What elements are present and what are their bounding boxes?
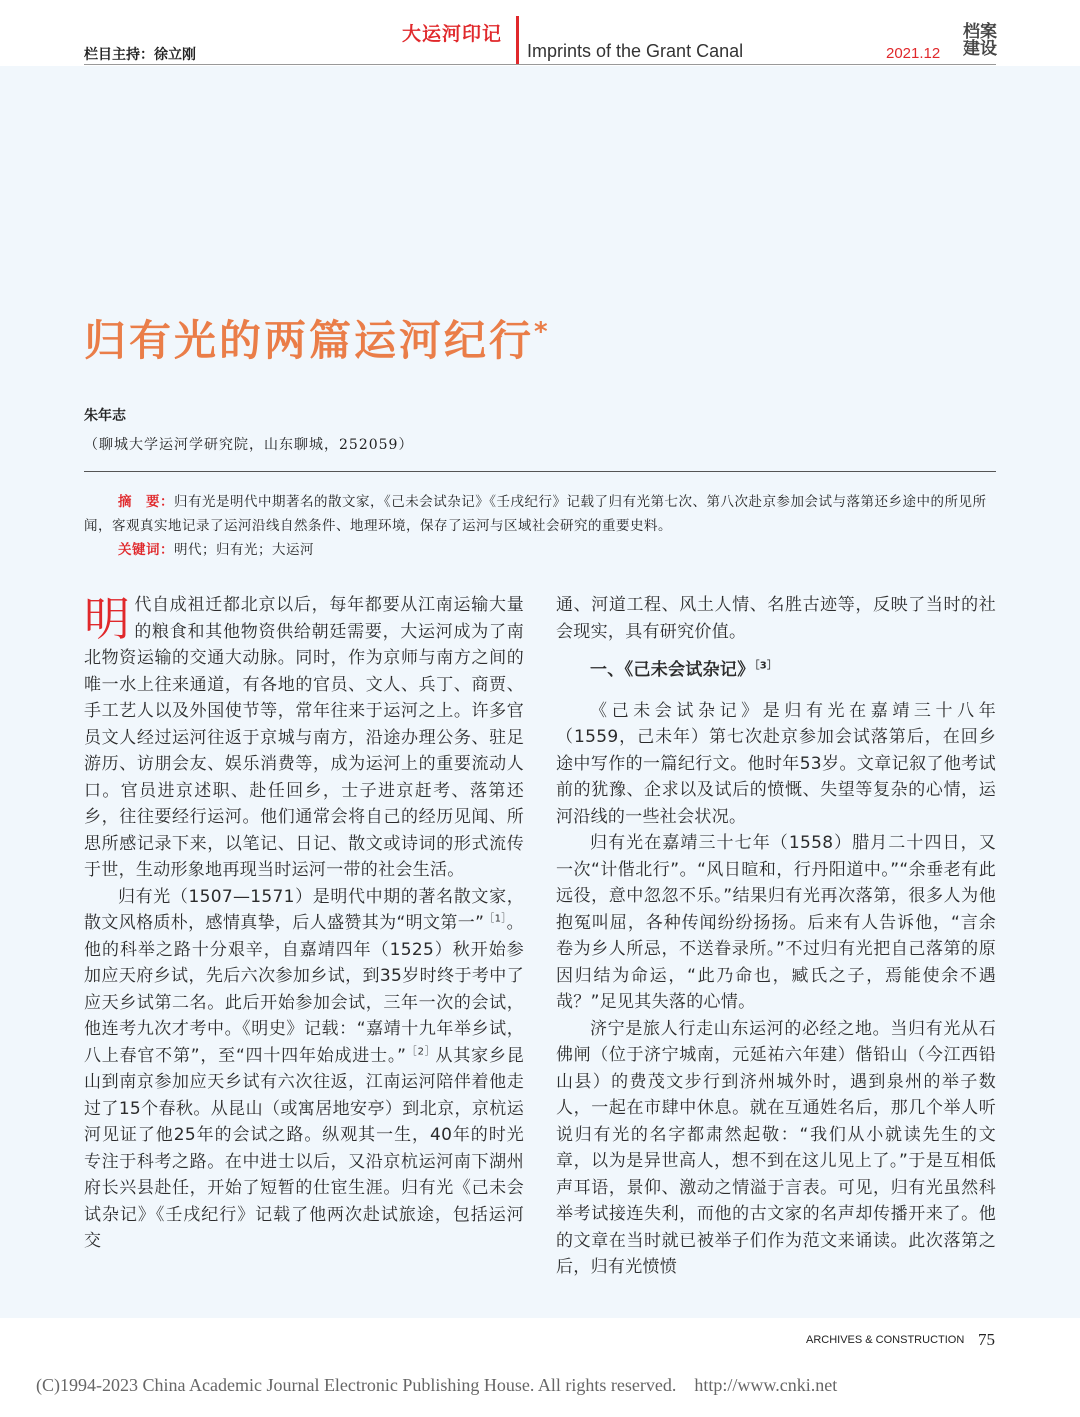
title-text: 归有光的两篇运河纪行 — [84, 316, 535, 365]
abstract-paragraph — [84, 490, 996, 538]
column-name-cn: 大运河印记 — [402, 23, 503, 45]
header-rule — [84, 64, 996, 65]
keywords-paragraph — [84, 538, 996, 562]
page-header — [0, 0, 1080, 66]
keywords-text: 明代；归有光；大运河 — [174, 542, 314, 558]
section-heading-text: 一、《己未会试杂记》 — [590, 660, 755, 680]
journal-logo: 档案建设 — [963, 22, 997, 59]
copyright-notice: (C)1994-2023 China Academic Journal Electronic Publishing House. All rights reserved. http://www.cnki.net — [36, 1375, 838, 1395]
body-paragraph-5: 归有光在嘉靖三十七年（1558）腊月二十四日，又一次“计偕北行”。“风日暄和，行丹阳道中。”“余垂老有此远役，意中忽忽不乐。”结果归有光再次落第，很多人为他抱冤叫屈，各种传闻纷纷扬扬。后来有人告诉他，“言余卷为乡人所忌，不送眷录所。”不过归有光把自己落第的原因归结为命运，“此乃命也，臧氏之子，焉能使余不遇哉？”足见其失落的心情。 — [556, 833, 996, 1012]
body-column-right — [556, 592, 996, 1281]
keywords-label: 关键词： — [118, 542, 174, 558]
reference-2: ［2］ — [406, 1045, 436, 1057]
page-number: 75 — [978, 1330, 995, 1349]
header-divider — [516, 16, 519, 64]
column-name-en: Imprints of the Grant Canal — [527, 41, 744, 61]
body-text: 归有光（1507—1571）是明代中期的著名散文家，散文风格质朴，感情真挚，后人盛赞其为“明文第一” — [84, 886, 524, 933]
body-paragraph-2 — [84, 884, 524, 1255]
body-paragraph-4: 《己未会试杂记》是归有光在嘉靖三十八年（1559，己未年）第七次赴京参加会试落第后，在回乡途中写作的一篇纪行文。他时年53岁。文章记叙了他考试前的犹豫、企求以及试后的愤慨、失望等复杂的心情，运河沿线的一些社会状况。 — [556, 700, 996, 827]
author-name: 朱年志 — [84, 408, 126, 424]
title-rule — [84, 471, 996, 472]
abstract-text: 归有光是明代中期著名的散文家，《己未会试杂记》《壬戌纪行》记载了归有光第七次、第八次赴京参加会试与落第还乡途中的所见所闻，客观真实地记录了运河沿线自然条件、地理环境，保存了运河与区域社会研究的重要史料。 — [84, 494, 987, 534]
abstract-label: 摘 要： — [118, 494, 174, 510]
issue-date: 2021.12 — [886, 45, 941, 62]
body-text: 代自成祖迁都北京以后，每年都要从江南运输大量的粮食和其他物资供给朝廷需要，大运河成为了南北物资运输的交通大动脉。同时，作为京师与南方之间的唯一水上往来通道，有各地的官员、文人、兵丁、商贾、手工艺人以及外国使节等，常年往来于运河之上。许多官员文人经过运河往返于京城与南方，沿途办理公务、驻足游历、访朋会友、娱乐消费等，成为运河上的重要流动人口。官员进京述职、赴任回乡，士子进京赶考、落第还乡，往往要经行运河。他们通常会将自己的经历见闻、所思所感记录下来，以笔记、日记、散文或诗词的形式流传于世，生动形象地再现当时运河一带的社会生活。 — [84, 595, 524, 880]
reference-1: ［1］ — [484, 913, 507, 925]
body-column-left — [84, 592, 524, 1255]
author-affiliation: （聊城大学运河学研究院，山东聊城，252059） — [84, 437, 414, 453]
body-text: 。他的科举之路十分艰辛，自嘉靖四年（1525）秋开始参加应天府乡试，先后六次参加乡试，到35岁时终于考中了应天乡试第二名。此后开始参加会试，三年一次的会试，他连考九次才考中。《明史》记载：“嘉靖十九年举乡试，八上春官不第”，至“四十四年始成进士。” — [84, 913, 524, 1066]
body-paragraph-6: 济宁是旅人行走山东运河的必经之地。当归有光从石佛闸（位于济宁城南，元延祐六年建）偕铅山（今江西铅山县）的费茂文步行到济州城外时，遇到泉州的举子数人，一起在市肆中休息。就在互通姓名后，那几个举人听说归有光的名字都肃然起敬：“我们从小就读先生的文章，以为是异世高人，想不到在这儿见上了。”于是互相低声耳语，景仰、激动之情溢于言表。可见，归有光虽然科举考试接连失利，而他的古文家的名声却传播开来了。他的文章在当时就已被举子们作为范文来诵读。此次落第之后，归有光愤愤 — [556, 1018, 996, 1277]
title-mark: * — [534, 317, 551, 347]
column-host: 栏目主持：徐立刚 — [84, 47, 196, 63]
abstract-block — [84, 490, 996, 562]
drop-cap: 明 — [84, 592, 131, 646]
body-text: 从其家乡昆山到南京参加应天乡试有六次往返，江南运河陪伴着他走过了15个春秋。从昆山（或寓居地安亭）到北京，京杭运河见证了他25年的会试之路。纵观其一生，40年的时光专注于科考之路。在中进士以后，又沿京杭运河南下湖州府长兴县赴任，开始了短暂的仕宦生涯。归有光《己未会试杂记》《壬戌纪行》记载了他两次赴试旅途，包括运河交 — [84, 1045, 525, 1251]
reference-3: ［3］ — [754, 660, 778, 672]
section-heading-1 — [556, 657, 996, 684]
article-title — [84, 308, 551, 368]
footer-journal-name: ARCHIVES & CONSTRUCTION — [806, 1334, 965, 1346]
body-paragraph-1 — [84, 592, 524, 884]
body-paragraph-3: 通、河道工程、风土人情、名胜古迹等，反映了当时的社会现实，具有研究价值。 — [556, 595, 996, 642]
